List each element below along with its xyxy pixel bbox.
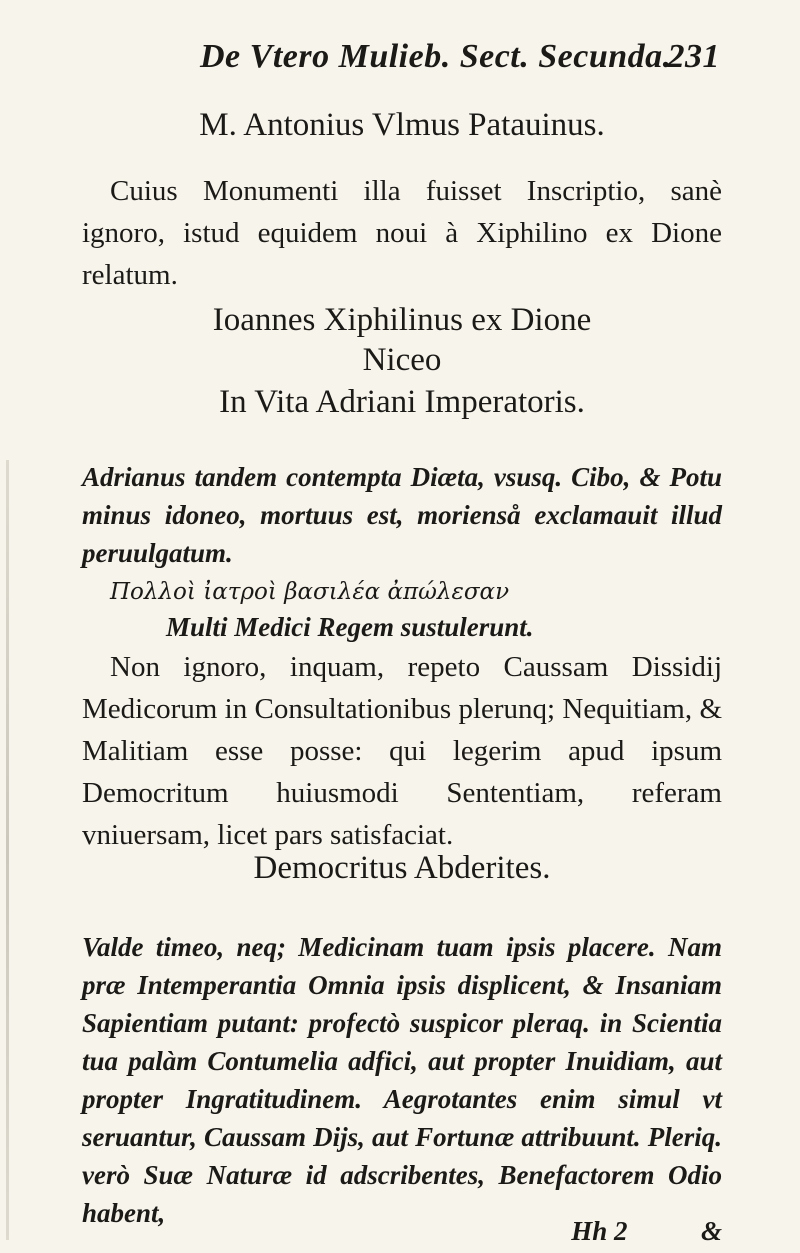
running-head [200, 38, 720, 76]
catchword: & [700, 1216, 722, 1246]
heading-antonius: M. Antonius Vlmus Patauinus. [199, 107, 605, 143]
heading-xiphilinus-line-1: Ioannes Xiphilinus ex Dione [212, 302, 592, 338]
paragraph-non-ignoro: Non ignoro, inquam, repeto Caussam Dissidij Medicorum in Consultationibus plerunq; Nequitiam, & Malitiam esse posse: qui legerim apud ipsum Democritum huiusmodi Sententiam, referam vniuersam, licet pars satisfaciat. [82, 651, 722, 851]
greek-quotation: Πολλοὶ ἰατροὶ βασιλέα ἀπώλεσαν [110, 579, 510, 605]
page-number: 231 [667, 38, 720, 75]
paragraph-adrianus: Adrianus tandem contempta Diæta, vsusq. Cibo, & Potu minus idoneo, mortuus est, morienså exclamauit illud peruulgatum. [82, 462, 722, 568]
latin-translation: Multi Medici Regem sustulerunt. [166, 612, 534, 642]
running-head-title: De Vtero Mulieb. Sect. Secunda. [200, 38, 672, 75]
signature-mark [82, 1212, 742, 1250]
signature: Hh 2 [571, 1216, 628, 1246]
paragraph-antonius: Cuius Monumenti illa fuisset Inscriptio, sanè ignoro, istud equidem noui à Xiphilino ex Dione relatum. [82, 175, 722, 291]
heading-xiphilinus-line-3: In Vita Adriani Imperatoris. [219, 384, 585, 420]
heading-democritus: Democritus Abderites. [253, 850, 551, 886]
paragraph-democritus: Valde timeo, neq; Medicinam tuam ipsis placere. Nam præ Intemperantia Omnia ipsis displicent, & Insaniam Sapientiam putant: profectò suspicor pleraq. in Scientia tua palàm Contumelia adfici, aut propter Inuidiam, aut propter Ingratitudinem. Aegrotantes enim simul vt seruantur, Caussam Dijs, aut Fortunæ attribuunt. Pleriq. verò Suæ Naturæ id adscribentes, Benefactorem Odio habent, [82, 932, 722, 1228]
heading-xiphilinus-line-2: Niceo [362, 342, 442, 378]
binding-shadow [6, 460, 9, 1240]
